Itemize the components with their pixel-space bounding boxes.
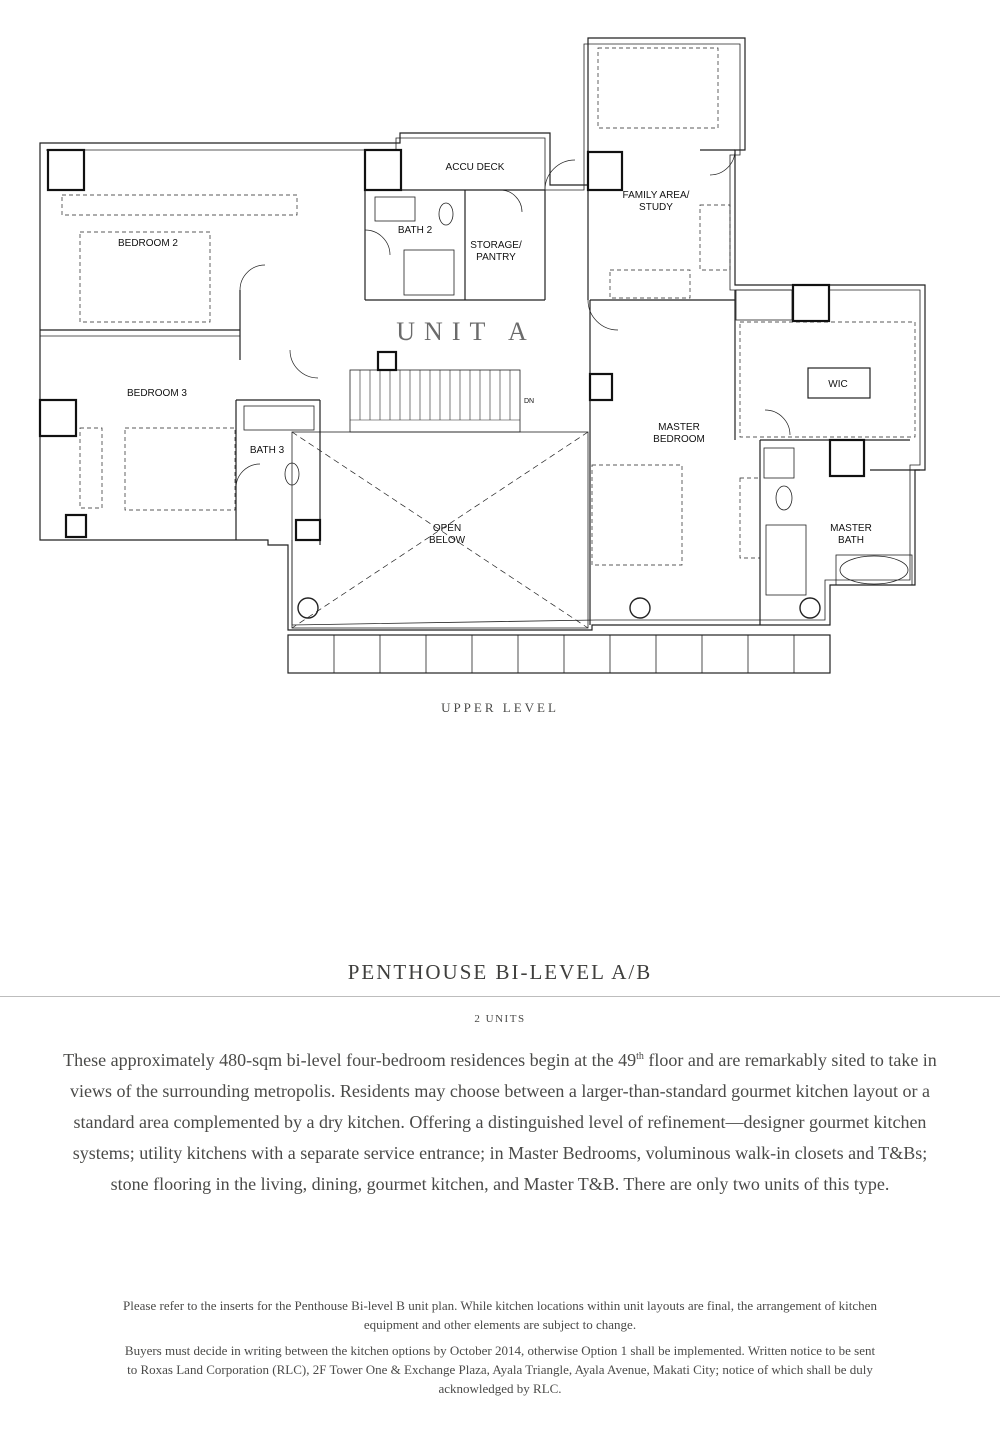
notes [120,1296,880,1405]
note-kitchen-options: Buyers must decide in writing between the kitchen options by October 2014, otherwise Option 1 shall be implemented. Written notice to be sent to Roxas Land Corporation (RLC), 2F Tower One & Exchange Plaza, Ayala Triangle, Ayala Avenue, Makati City; notice of which shall be duly acknowledged by RLC. [124,1343,876,1396]
units-count: 2 UNITS [474,1013,526,1025]
balcony [288,635,830,673]
svg-text:MASTER: MASTER [658,422,700,433]
note-kitchen-layout: Please refer to the inserts for the Penthouse Bi-level B unit plan. While kitchen locations within unit layouts are final, the arrangement of kitchen equipment and other elements are subject to change. [123,1298,877,1332]
svg-text:BEDROOM: BEDROOM [653,434,705,445]
svg-text:BEDROOM 3: BEDROOM 3 [126,388,188,399]
section-heading: PENTHOUSE BI-LEVEL A/B [347,960,653,984]
level-caption: UPPER LEVEL [441,700,559,715]
svg-text:OPEN: OPEN [432,523,462,534]
svg-text:PANTRY: PANTRY [476,252,516,263]
staircase [350,370,520,432]
description-superscript: th [636,1051,644,1062]
svg-text:MASTER: MASTER [830,523,872,534]
description-part1: These approximately 480-sqm bi-level four-bedroom residences begin at the 49 [63,1050,637,1070]
floor-plan [0,0,1000,690]
svg-text:STUDY: STUDY [639,202,673,213]
description [60,1041,940,1200]
svg-text:WIC: WIC [828,379,848,390]
svg-text:FAMILY AREA/: FAMILY AREA/ [622,190,690,201]
svg-text:ACCU DECK: ACCU DECK [445,162,505,173]
bed-master [592,465,682,565]
svg-text:UNIT A: UNIT A [396,317,536,346]
svg-text:BATH 3: BATH 3 [249,445,285,456]
description-part2: floor and are remarkably sited to take in views of the surrounding metropolis. Residents may choose between a larger-than-standard gourmet kitchen layout or a standard area complemented by a dry kitchen. Offering a distinguished level of refinement—designer gourmet kitchen systems; utility kitchens with a separate service entrance; in Master Bedrooms, voluminous walk-in closets and T&Bs; stone flooring in the living, dining, gourmet kitchen, and Master T&B. There are only two units of this type. [69,1050,937,1194]
svg-text:STORAGE/: STORAGE/ [470,240,522,251]
bed-bedroom3 [125,428,235,510]
svg-text:BATH: BATH [838,535,864,546]
svg-text:DN: DN [524,398,535,405]
svg-text:BELOW: BELOW [428,535,466,546]
svg-text:BATH 2: BATH 2 [397,225,433,236]
svg-text:BEDROOM 2: BEDROOM 2 [117,238,179,249]
divider [0,996,1000,997]
